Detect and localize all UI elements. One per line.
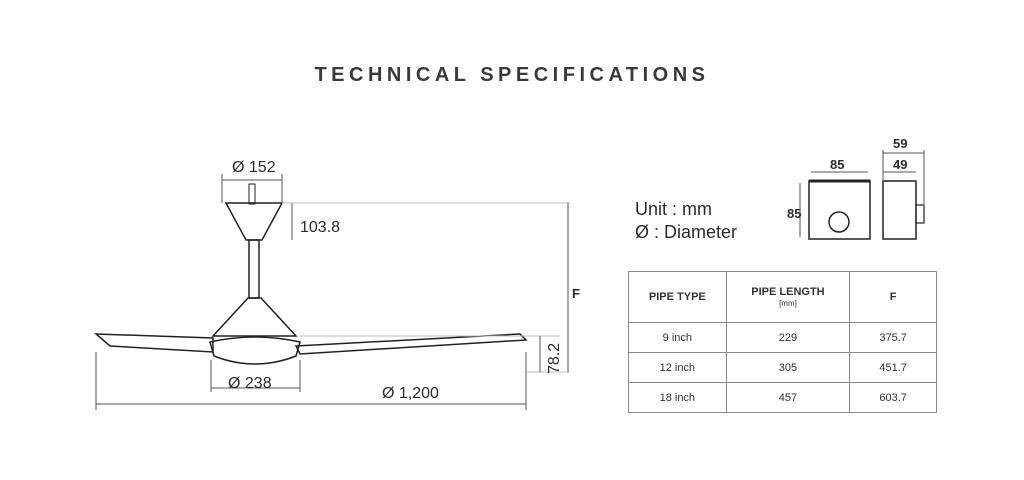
downrod-shape [249, 240, 259, 298]
regulator-front-shape [809, 181, 870, 239]
blade-left-shape [96, 334, 213, 352]
page-title: TECHNICAL SPECIFICATIONS [314, 64, 710, 86]
cell-pipe-length: 229 [726, 323, 850, 353]
regulator-height-label: 85 [787, 206, 802, 221]
motor-housing-shape [213, 298, 296, 336]
total-height-label: F [572, 286, 580, 301]
table-header-row [629, 272, 937, 323]
cell-f: 451.7 [850, 353, 937, 383]
diameter-note: Ø : Diameter [635, 222, 738, 242]
table-row [629, 383, 937, 413]
canopy-height-label: 103.8 [300, 219, 341, 236]
canopy-diameter-label: Ø 152 [232, 159, 276, 176]
pipe-spec-table [628, 271, 937, 413]
regulator-depth-body-label: 49 [893, 157, 908, 172]
regulator-depth-total-label: 59 [893, 136, 908, 151]
cell-pipe-length: 305 [726, 353, 850, 383]
motor-height-label: 78.2 [546, 342, 563, 374]
table-row [629, 323, 937, 353]
table-row [629, 353, 937, 383]
sweep-diameter-label: Ø 1,200 [382, 385, 439, 402]
motor-base-shape [210, 337, 300, 364]
header-pipe-length [726, 272, 850, 323]
cell-f: 603.7 [850, 383, 937, 413]
header-pipe-length-label: PIPE LENGTH [751, 286, 825, 298]
cell-f: 375.7 [850, 323, 937, 353]
canopy-shape [226, 203, 282, 240]
blade-right-shape [296, 334, 526, 354]
motor-diameter-label: Ø 238 [228, 375, 272, 392]
unit-note: Unit : mm [635, 199, 713, 219]
regulator-knob-shape [829, 212, 849, 232]
header-f: F [850, 272, 937, 323]
cell-pipe-type: 18 inch [629, 383, 727, 413]
cell-pipe-type: 12 inch [629, 353, 727, 383]
regulator-width-label: 85 [830, 157, 845, 172]
header-pipe-type: PIPE TYPE [629, 272, 727, 323]
regulator-side-shape [883, 181, 916, 239]
header-pipe-length-unit: [mm] [779, 299, 797, 308]
cell-pipe-type: 9 inch [629, 323, 727, 353]
cell-pipe-length: 457 [726, 383, 850, 413]
